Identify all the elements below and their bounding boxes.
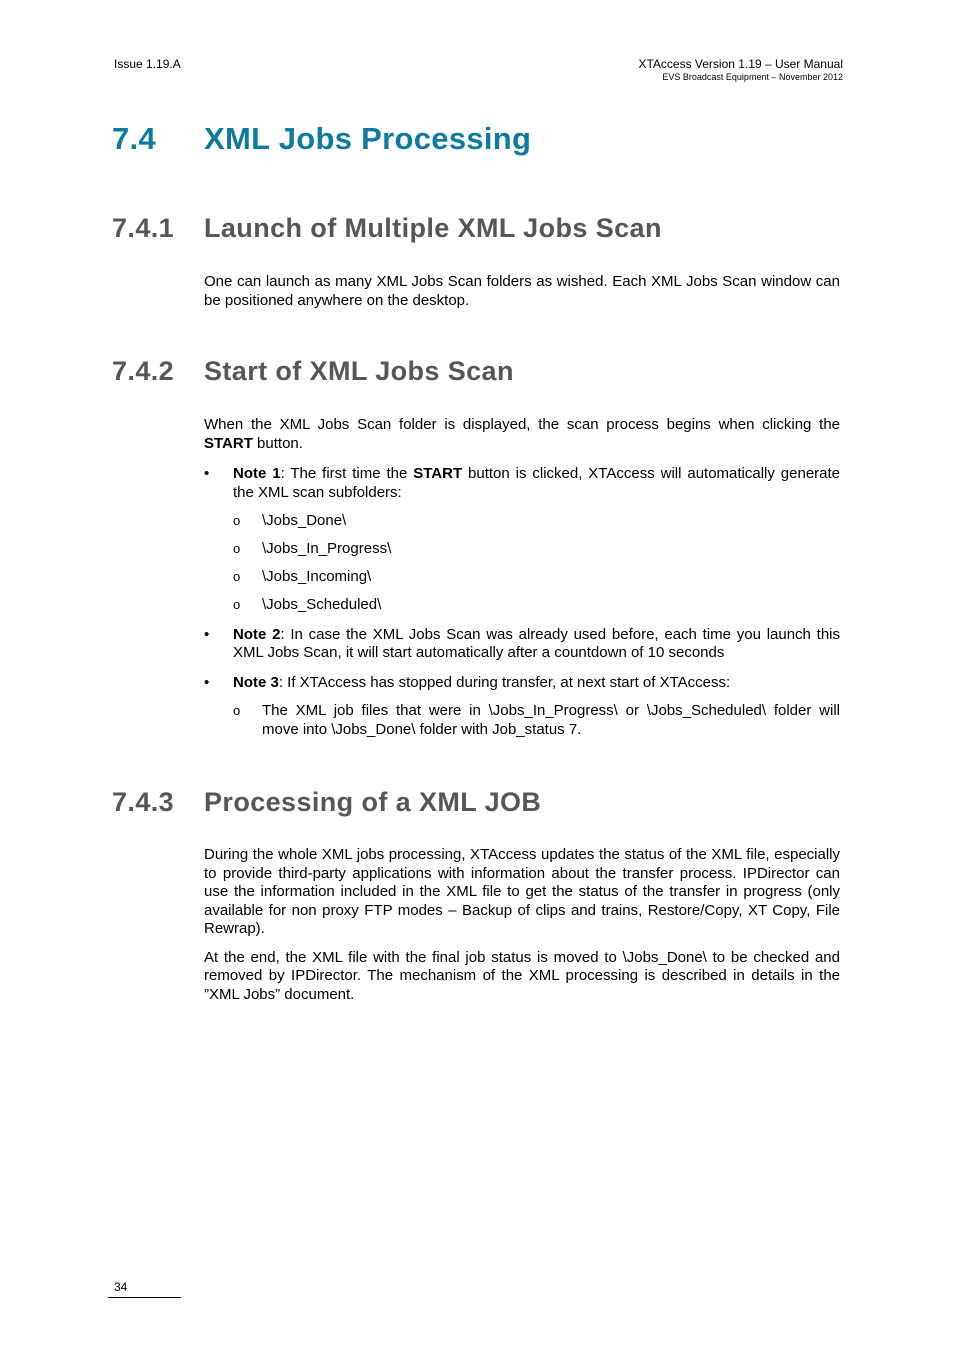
subsection-number: 7.4.2 (112, 356, 175, 386)
header-issue: Issue 1.19.A (114, 57, 181, 71)
notes-list (204, 465, 840, 739)
note-3-sublist (233, 702, 840, 739)
note-3-subitem: o The XML job files that were in \Jobs_In_Progress\ or \Jobs_Scheduled\ folder will move into \Jobs_Done\ folder with Job_status 7. (233, 702, 840, 739)
section-heading (112, 121, 531, 157)
subsection-title: Launch of Multiple XML Jobs Scan (204, 213, 662, 243)
text-run: When the XML Jobs Scan folder is displayed, the scan process begins when clicking the (204, 416, 840, 433)
header-subtitle: EVS Broadcast Equipment – November 2012 (662, 72, 843, 82)
note-1 (204, 465, 840, 615)
subsection-1-body (204, 273, 840, 310)
section-number: 7.4 (112, 121, 156, 156)
section-title: XML Jobs Processing (204, 121, 532, 156)
paragraph: One can launch as many XML Jobs Scan folders as wished. Each XML Jobs Scan window can be positioned anywhere on the desktop. (204, 273, 840, 309)
page-number: 34 (114, 1280, 128, 1294)
text-run: : If XTAccess has stopped during transfer, at next start of XTAccess: (278, 673, 731, 691)
subsection-3-body (204, 846, 840, 1004)
folder-item: o \Jobs_Scheduled\ (233, 596, 840, 615)
subsection-heading-2 (112, 356, 514, 387)
paragraph: During the whole XML jobs processing, XTAccess updates the status of the XML file, especially to provide third-party applications with information about the transfer process. IPDirector can use the information included in the XML file to get the status of the transfer in progress (only available for non proxy FTP modes – Backup of clips and trains, Restore/Copy, XT Copy, File Rewrap). (204, 846, 840, 937)
subsection-title: Start of XML Jobs Scan (204, 356, 514, 386)
header-title: XTAccess Version 1.19 – User Manual (638, 57, 843, 71)
folder-item: o \Jobs_In_Progress\ (233, 540, 840, 559)
folder-item: o \Jobs_Done\ (233, 512, 840, 531)
note-label: Note 1 (233, 465, 281, 482)
header-title-block (638, 57, 843, 83)
note-label: Note 3 (233, 673, 279, 691)
text-run: : In case the XML Jobs Scan was already used before, each time you launch this XML Jobs Scan, it will start automatically after a countdown of 10 seconds (233, 625, 841, 661)
footer-rule (108, 1297, 181, 1298)
subsection-number: 7.4.3 (112, 787, 175, 817)
note-label: Note 2 (233, 625, 281, 643)
folder-item: o \Jobs_Incoming\ (233, 568, 840, 587)
text-run: button is clicked, XTAccess will automatically generate the XML scan subfolders: (233, 465, 841, 501)
subsection-number: 7.4.1 (112, 213, 175, 243)
note-3 (204, 674, 840, 740)
bold-text: START (204, 434, 253, 452)
subsection-title: Processing of a XML JOB (204, 787, 542, 817)
paragraph (204, 416, 840, 453)
paragraph: At the end, the XML file with the final job status is moved to \Jobs_Done\ to be checked and removed by IPDirector. The mechanism of the XML processing is described in details in the ”XML Jobs” document. (204, 948, 840, 1003)
folder-list (233, 512, 840, 615)
subsection-heading-1 (112, 213, 662, 244)
bold-text: START (413, 465, 463, 482)
subsection-heading-3 (112, 787, 541, 818)
note-2 (204, 626, 840, 663)
text-run: button. (252, 434, 303, 452)
subsection-2-body (204, 416, 840, 739)
text-run: : The first time the (280, 465, 414, 482)
